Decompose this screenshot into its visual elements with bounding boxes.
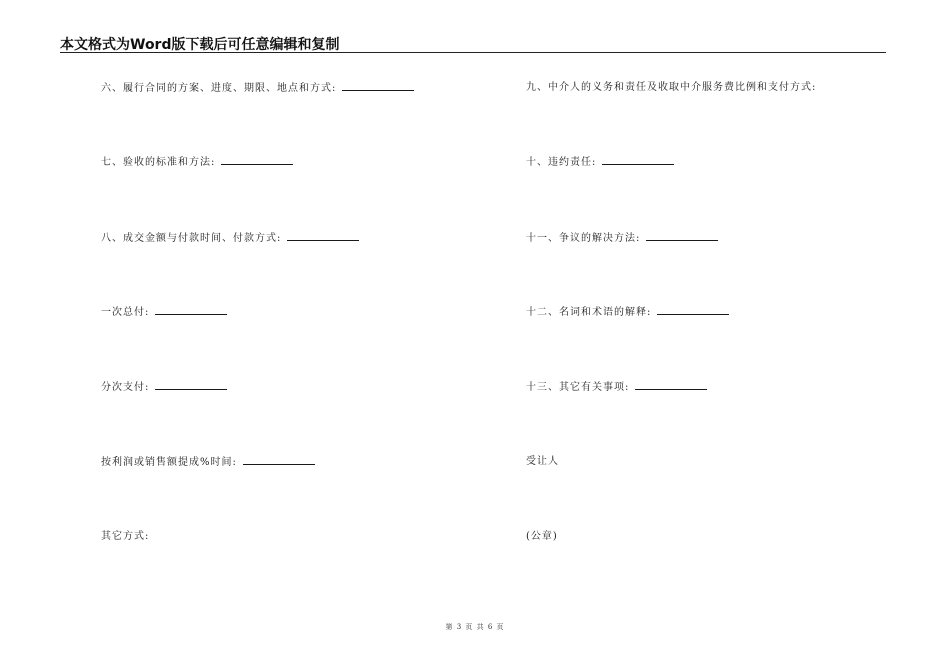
clause-label: 十、违约责任: bbox=[526, 157, 597, 168]
official-seal-label bbox=[526, 530, 558, 543]
fill-in-blank[interactable] bbox=[243, 455, 315, 465]
clause-13-other bbox=[526, 380, 707, 394]
fill-in-blank[interactable] bbox=[155, 380, 227, 390]
clause-label: 十三、其它有关事项: bbox=[526, 382, 630, 393]
fill-in-blank[interactable] bbox=[646, 231, 718, 241]
clause-label: 受让人 bbox=[526, 456, 559, 467]
payment-other bbox=[101, 530, 149, 543]
fill-in-blank[interactable] bbox=[635, 380, 707, 390]
header-divider bbox=[60, 52, 886, 53]
clause-label: 六、履行合同的方案、进度、期限、地点和方式: bbox=[101, 83, 337, 94]
clause-label: 七、验收的标准和方法: bbox=[101, 157, 216, 168]
fill-in-blank[interactable] bbox=[657, 305, 729, 315]
fill-in-blank[interactable] bbox=[602, 155, 674, 165]
clause-7-acceptance bbox=[101, 155, 293, 169]
fill-in-blank[interactable] bbox=[155, 305, 227, 315]
clause-label: (公章) bbox=[526, 531, 558, 542]
clause-9-intermediary bbox=[526, 81, 816, 94]
clause-label: 其它方式: bbox=[101, 531, 150, 542]
clause-6-performance bbox=[101, 81, 414, 95]
fill-in-blank[interactable] bbox=[287, 231, 359, 241]
payment-installments bbox=[101, 380, 227, 394]
document-header-title: 本文格式为Word版下载后可任意编辑和复制 bbox=[60, 37, 340, 53]
fill-in-blank[interactable] bbox=[342, 81, 414, 91]
clause-label: 十一、争议的解决方法: bbox=[526, 233, 641, 244]
clause-label: 十二、名词和术语的解释: bbox=[526, 307, 652, 318]
payment-lump-sum bbox=[101, 305, 227, 319]
payment-commission bbox=[101, 455, 315, 469]
clause-label: 一次总付: bbox=[101, 307, 150, 318]
clause-label: 八、成交金额与付款时间、付款方式: bbox=[101, 233, 282, 244]
clause-8-payment bbox=[101, 231, 359, 245]
fill-in-blank[interactable] bbox=[221, 155, 293, 165]
clause-label: 分次支付: bbox=[101, 382, 150, 393]
transferee-label bbox=[526, 455, 559, 468]
clause-label: 按利润或销售额提成%时间: bbox=[101, 457, 237, 468]
clause-10-breach bbox=[526, 155, 674, 169]
clause-label: 九、中介人的义务和责任及收取中介服务费比例和支付方式: bbox=[526, 82, 817, 93]
clause-11-dispute bbox=[526, 231, 718, 245]
page-number: 第 3 页 共 6 页 bbox=[445, 623, 505, 631]
clause-12-terms bbox=[526, 305, 729, 319]
